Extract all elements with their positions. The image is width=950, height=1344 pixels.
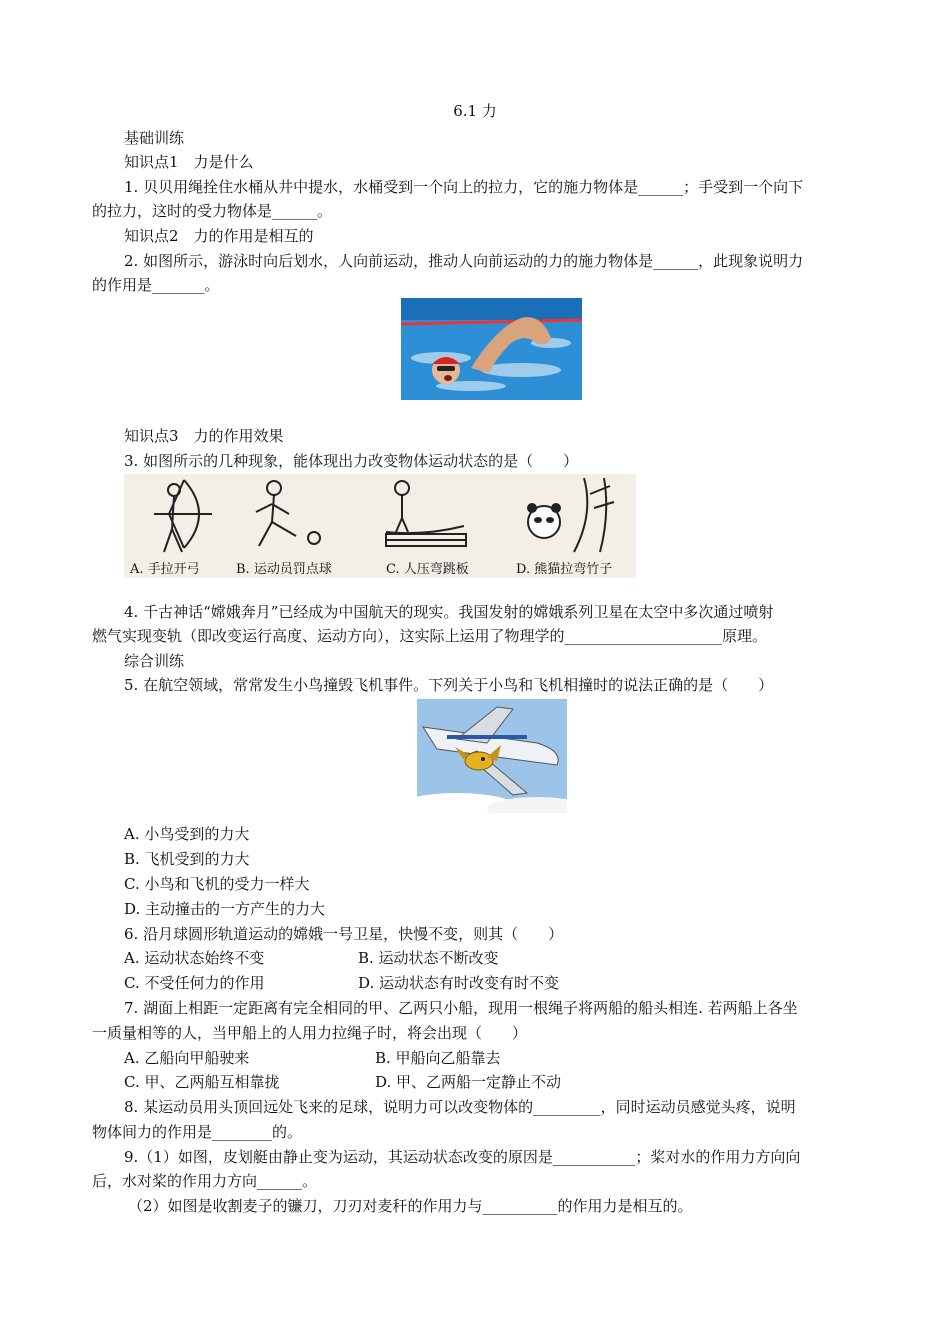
q6-option-d: D. 运动状态有时改变有时不变 xyxy=(358,974,560,992)
question-1-line-1: 1. 贝贝用绳拴住水桶从井中提水，水桶受到一个向上的拉力，它的施力物体是______；手受到一个向下 xyxy=(124,178,804,196)
question-7-line-1: 7. 湖面上相距一定距离有完全相同的甲、乙两只小船，现用一根绳子将两船的船头相连. 若两船上各坐 xyxy=(124,999,798,1017)
section-comprehensive-heading: 综合训练 xyxy=(124,652,185,670)
knowledge-point-1: 知识点1 力是什么 xyxy=(124,153,254,171)
question-8-line-1: 8. 某运动员用头顶回远处飞来的足球，说明力可以改变物体的_________，同时运动员感觉头疼，说明 xyxy=(124,1098,796,1116)
q7-option-d: D. 甲、乙两船一定静止不动 xyxy=(375,1073,562,1091)
q3-caption-c: C. 人压弯跳板 xyxy=(386,562,469,577)
knowledge-point-3: 知识点3 力的作用效果 xyxy=(124,427,284,445)
bird-plane-image xyxy=(417,699,567,813)
question-1-line-2: 的拉力，这时的受力物体是______。 xyxy=(92,202,333,220)
q7-option-b: B. 甲船向乙船靠去 xyxy=(375,1049,501,1067)
section-basic-heading: 基础训练 xyxy=(124,129,185,147)
q5-option-a: A. 小鸟受到的力大 xyxy=(124,825,250,843)
q6-option-a: A. 运动状态始终不变 xyxy=(124,949,265,967)
page-title: 6.1 力 xyxy=(453,102,497,120)
question-5: 5. 在航空领域，常常发生小鸟撞毁飞机事件。下列关于小鸟和飞机相撞时的说法正确的是（ ） xyxy=(124,676,774,694)
question-4-line-1: 4. 千古神话“嫦娥奔月”已经成为中国航天的现实。我国发射的嫦娥系列卫星在太空中多次通过喷射 xyxy=(124,603,774,621)
q6-option-c: C. 不受任何力的作用 xyxy=(124,974,265,992)
q7-option-a: A. 乙船向甲船驶来 xyxy=(124,1049,250,1067)
question-6: 6. 沿月球圆形轨道运动的嫦娥一号卫星，快慢不变，则其（ ） xyxy=(124,925,564,943)
question-2-line-1: 2. 如图所示，游泳时向后划水，人向前运动，推动人向前运动的力的施力物体是______，此现象说明力 xyxy=(124,252,804,270)
q6-options-row-2 xyxy=(124,971,892,995)
q7-options-row-2 xyxy=(124,1070,892,1094)
q7-option-c: C. 甲、乙两船互相靠拢 xyxy=(124,1073,280,1091)
question-3: 3. 如图所示的几种现象，能体现出力改变物体运动状态的是（ ） xyxy=(124,452,579,470)
q3-caption-a: A. 手拉开弓 xyxy=(130,562,200,577)
q5-option-c: C. 小鸟和飞机的受力一样大 xyxy=(124,875,310,893)
question-2-line-2: 的作用是_______。 xyxy=(92,276,220,294)
knowledge-point-2: 知识点2 力的作用是相互的 xyxy=(124,227,314,245)
question-9-line-2: 后，水对桨的作用力方向______。 xyxy=(92,1172,318,1190)
q7-options-row-1 xyxy=(124,1046,892,1070)
question-8-line-2: 物体间力的作用是________的。 xyxy=(92,1123,303,1141)
q5-option-b: B. 飞机受到的力大 xyxy=(124,850,250,868)
question-3-figures xyxy=(124,474,636,578)
question-9-line-1: 9.（1）如图，皮划艇由静止变为运动，其运动状态改变的原因是___________；桨对水的作用力方向向 xyxy=(124,1148,801,1166)
question-4-line-2: 燃气实现变轨（即改变运行高度、运动方向），这实际上运用了物理学的_____________________原理。 xyxy=(92,627,768,645)
swimmer-image xyxy=(401,298,582,400)
q6-option-b: B. 运动状态不断改变 xyxy=(358,949,499,967)
question-7-line-2: 一质量相等的人，当甲船上的人用力拉绳子时，将会出现（ ） xyxy=(92,1024,528,1042)
question-9-line-3: （2）如图是收割麦子的镰刀，刀刃对麦秆的作用力与__________的作用力是相互的。 xyxy=(128,1197,693,1215)
q3-caption-d: D. 熊猫拉弯竹子 xyxy=(516,562,613,577)
q6-options-row-1 xyxy=(124,946,892,970)
q3-caption-b: B. 运动员罚点球 xyxy=(236,562,332,577)
q5-option-d: D. 主动撞击的一方产生的力大 xyxy=(124,900,326,918)
